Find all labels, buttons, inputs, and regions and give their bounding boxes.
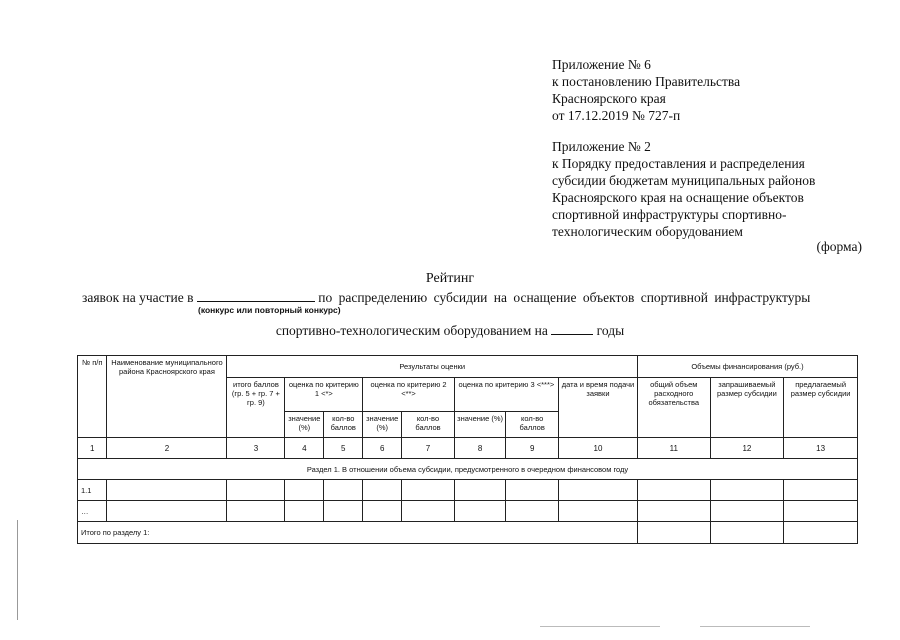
column-number: 7	[402, 438, 455, 459]
column-number: 1	[78, 438, 107, 459]
table-cell[interactable]	[637, 501, 710, 522]
column-number: 2	[107, 438, 227, 459]
appendix-6-line: от 17.12.2019 № 727-п	[552, 108, 681, 123]
table-cell[interactable]	[363, 480, 402, 501]
table-cell[interactable]	[506, 480, 559, 501]
appendix-6-block	[552, 56, 882, 124]
table-cell[interactable]	[637, 522, 710, 544]
table-cell[interactable]	[454, 501, 506, 522]
scan-artifact	[540, 626, 660, 627]
header-criterion-1: оценка по критерию 1 <*>	[285, 378, 363, 412]
table-cell[interactable]	[285, 501, 324, 522]
table-cell[interactable]	[637, 480, 710, 501]
header-value: значение (%)	[363, 412, 402, 438]
column-number: 12	[710, 438, 784, 459]
total-label: Итого по разделу 1:	[78, 522, 638, 544]
header-points: кол-во баллов	[324, 412, 363, 438]
table-cell[interactable]	[784, 501, 858, 522]
appendix-2-line: Приложение № 2	[552, 139, 651, 154]
appendix-6-line: к постановлению Правительства	[552, 74, 741, 89]
table-cell[interactable]	[285, 480, 324, 501]
header-name: Наименование муниципального района Красноярского края	[107, 356, 227, 438]
table-cell[interactable]	[402, 501, 455, 522]
appendix-2-block	[552, 138, 882, 240]
table-cell[interactable]	[227, 501, 285, 522]
header-points: кол-во баллов	[402, 412, 455, 438]
column-number: 11	[637, 438, 710, 459]
column-number: 3	[227, 438, 285, 459]
header-total-points: итого баллов (гр. 5 + гр. 7 + гр. 9)	[227, 378, 285, 438]
table-cell[interactable]	[559, 480, 638, 501]
form-label: (форма)	[816, 239, 862, 254]
table-cell[interactable]	[454, 480, 506, 501]
total-row	[78, 522, 858, 544]
subtitle-prefix: заявок на участие в	[82, 290, 194, 305]
appendix-2-line: к Порядку предоставления и распределения	[552, 156, 805, 171]
table-cell[interactable]	[506, 501, 559, 522]
document-title: Рейтинг	[425, 271, 475, 286]
scan-artifact	[17, 520, 18, 620]
table-cell[interactable]	[784, 480, 858, 501]
contest-type-blank[interactable]	[197, 289, 315, 302]
rating-table	[77, 355, 858, 544]
header-value: значение (%)	[285, 412, 324, 438]
appendix-2-line: технологическим оборудованием	[552, 224, 743, 239]
header-total-obligation: общий объем расходного обязательства	[637, 378, 710, 438]
header-criterion-2: оценка по критерию 2 <**>	[363, 378, 455, 412]
section-title: Раздел 1. В отношении объема субсидии, предусмотренного в очередном финансовом году	[78, 459, 858, 480]
header-points: кол-во баллов	[506, 412, 559, 438]
table-cell[interactable]	[107, 480, 227, 501]
subtitle-line-1	[82, 289, 860, 306]
column-number: 6	[363, 438, 402, 459]
table-row	[78, 501, 858, 522]
column-number: 9	[506, 438, 559, 459]
header-date: дата и время подачи заявки	[559, 378, 638, 438]
column-number: 13	[784, 438, 858, 459]
table-cell[interactable]	[559, 501, 638, 522]
header-proposed: предлагаемый размер субсидии	[784, 378, 858, 438]
table-cell[interactable]	[784, 522, 858, 544]
scan-artifact	[700, 626, 810, 627]
table-cell[interactable]	[227, 480, 285, 501]
subtitle-2-suffix: годы	[596, 323, 625, 338]
table-cell[interactable]	[710, 501, 784, 522]
header-results: Результаты оценки	[227, 356, 637, 378]
column-number: 5	[324, 438, 363, 459]
table-cell[interactable]	[402, 480, 455, 501]
subtitle-suffix: по распределению субсидии на оснащение объектов спортивной инфраструктуры	[318, 290, 811, 305]
header-finance: Объемы финансирования (руб.)	[637, 356, 857, 378]
years-blank[interactable]	[551, 322, 593, 335]
row-number: 1.1	[78, 480, 107, 501]
appendix-6-line: Красноярского края	[552, 91, 666, 106]
column-number: 10	[559, 438, 638, 459]
appendix-2-line: Красноярского края на оснащение объектов	[552, 190, 804, 205]
header-criterion-3: оценка по критерию 3 <***>	[454, 378, 558, 412]
header-value: значение (%)	[454, 412, 506, 438]
appendix-6-line: Приложение № 6	[552, 57, 651, 72]
subtitle-2-prefix: спортивно-технологическим оборудованием на	[275, 323, 548, 338]
appendix-2-line: субсидии бюджетам муниципальных районов	[552, 173, 816, 188]
table-cell[interactable]	[324, 480, 363, 501]
header-requested: запрашиваемый размер субсидии	[710, 378, 784, 438]
column-number: 8	[454, 438, 506, 459]
subtitle-line-2	[0, 322, 900, 339]
table-cell[interactable]	[710, 480, 784, 501]
table-row	[78, 480, 858, 501]
row-number: …	[78, 501, 107, 522]
contest-type-note: (конкурс или повторный конкурс)	[198, 305, 341, 315]
table-cell[interactable]	[710, 522, 784, 544]
appendix-2-line: спортивной инфраструктуры спортивно-	[552, 207, 787, 222]
table-cell[interactable]	[107, 501, 227, 522]
column-number: 4	[285, 438, 324, 459]
table-cell[interactable]	[363, 501, 402, 522]
table-cell[interactable]	[324, 501, 363, 522]
header-num: № п/п	[78, 356, 107, 438]
